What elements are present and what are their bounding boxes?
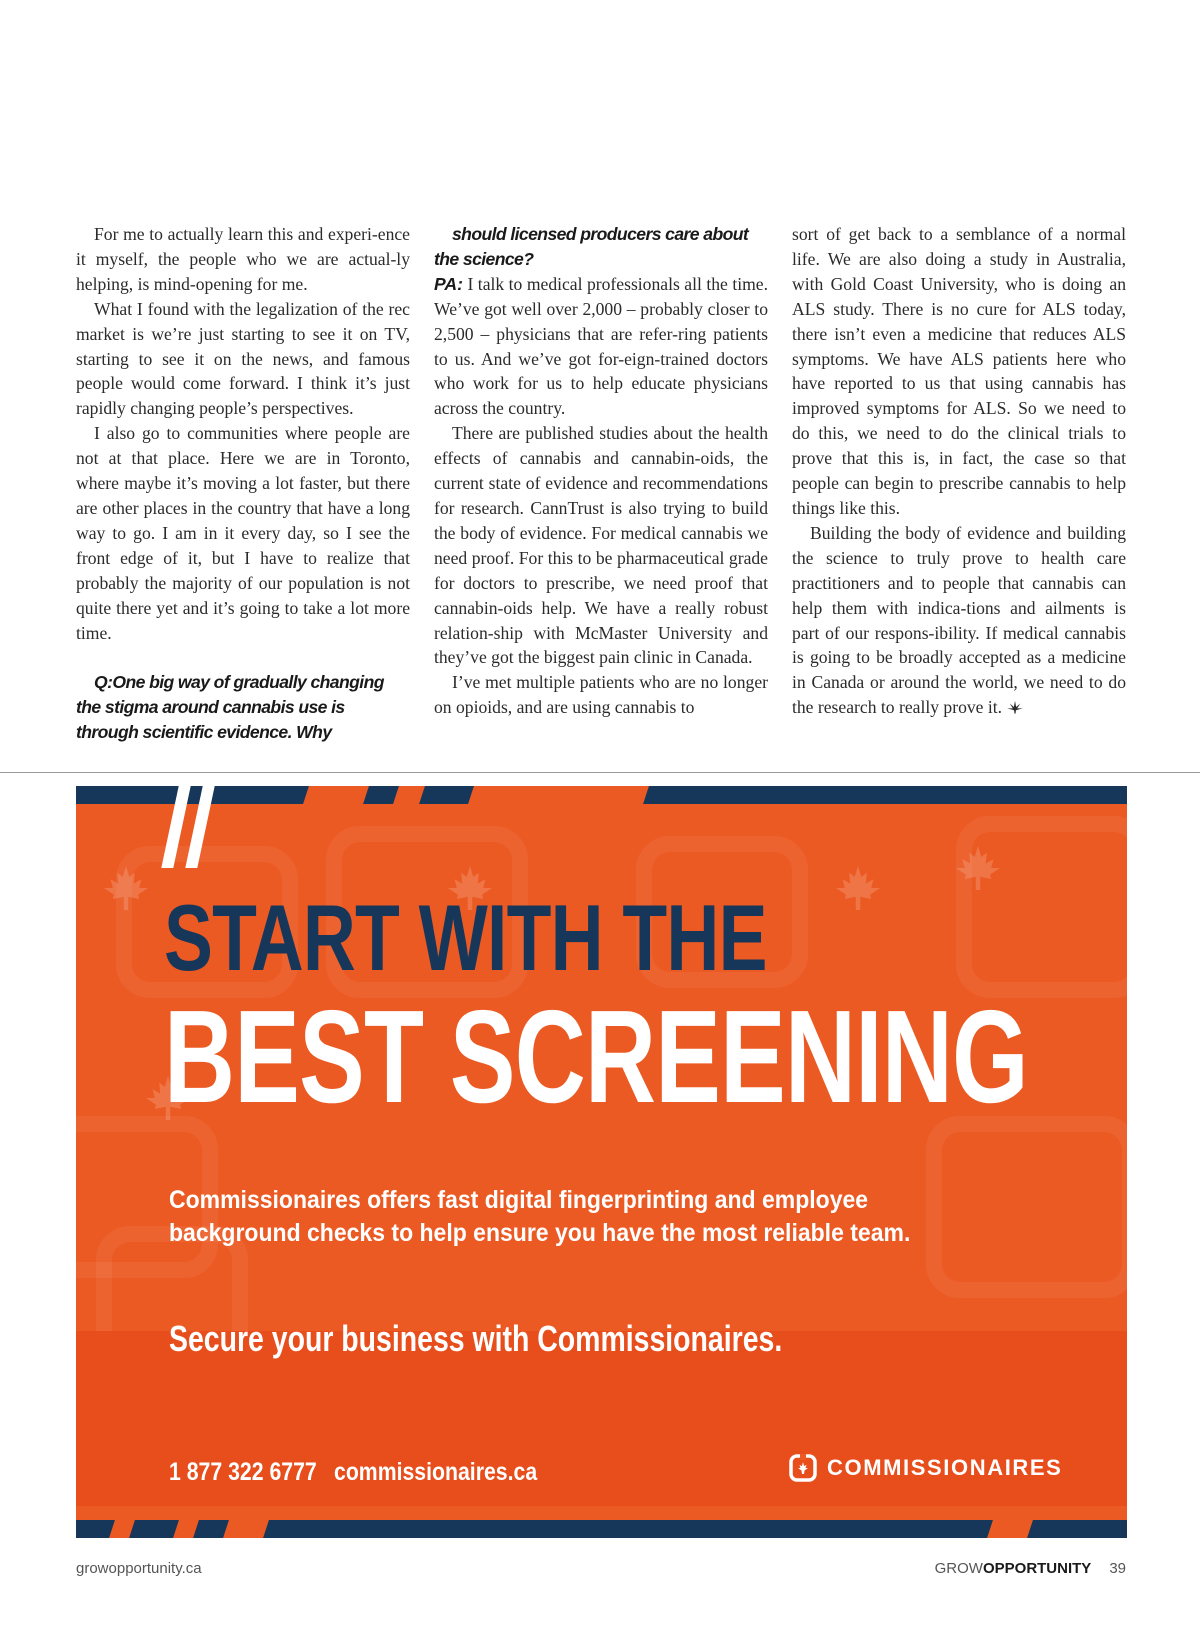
commissionaires-logo-icon	[789, 1454, 817, 1482]
paragraph: For me to actually learn this and experi-ence it myself, the people who we are actual-ly helping, is mind-opening for me.	[76, 224, 410, 294]
maple-leaf-icon	[956, 846, 1000, 890]
maple-leaf-icon	[836, 866, 880, 910]
magazine-name-bold: OPPORTUNITY	[982, 1560, 1092, 1577]
article-column-1	[76, 222, 410, 745]
article-column-3	[792, 222, 1126, 720]
ad-body-copy: Commissionaires offers fast digital fingerprinting and employee background checks to help ensure you have the most reliable team.	[169, 1186, 911, 1247]
ad-tagline: Secure your business with Commissionaires.	[169, 1318, 783, 1359]
article-column-2	[434, 222, 768, 720]
ad-headline-line-2: BEST SCREENING	[164, 983, 1028, 1130]
commissionaires-logo[interactable]	[789, 1454, 1062, 1482]
maple-leaf-icon	[104, 866, 148, 910]
magazine-name-light: GROW	[934, 1560, 983, 1577]
interview-question-continued: should licensed producers care about the science?	[434, 224, 749, 269]
question-label: Q:	[94, 672, 113, 693]
answer-text: I talk to medical professionals all the time. We’ve got well over 2,000 – probably closer to 2,500 – physicians that are refer-ring patients to us. And we’ve got for-eign-trained doctors who work for us to help educate physicians across the country.	[434, 273, 768, 419]
speaker-label: PA:	[434, 273, 463, 294]
paragraph-final	[792, 521, 1126, 720]
paragraph-text: Building the body of evidence and building the science to truly prove to health care practitioners and to people that cannabis can help them with indica-tions and ailments is part of our respons-ibility. If medical cannabis is going to be broadly accepted as a medicine in Canada or around the world, we need to do the research to really prove it.	[792, 522, 1126, 718]
page-number: 39	[1109, 1560, 1126, 1577]
answer-paragraph	[434, 272, 768, 421]
commissionaires-advertisement[interactable]	[76, 786, 1127, 1538]
paragraph: I also go to communities where people are not at that place. Here we are in Toronto, where maybe it’s moving a lot faster, but there are other places in the country that have a long way to go. I am in it every day, so I see the front edge of it, but I have to realize that probably the majority of our population is not quite there yet and it’s going to take a lot more time.	[76, 423, 410, 643]
paragraph: sort of get back to a semblance of a normal life. We are also doing a study in Australia, with Gold Coast University, who is doing an ALS study. There is no cure for ALS today, there isn’t even a medicine that reduces ALS symptoms. We have ALS patients here who have reported to us that using cannabis has improved symptoms for ALS. So we need to do this, we need to do the clinical trials to prove that this is, in fact, the case so that people can begin to prescribe cannabis to help things like this.	[792, 224, 1126, 518]
ad-phone-number[interactable]: 1 877 322 6777	[169, 1458, 317, 1486]
interview-question	[76, 670, 410, 745]
ad-website-link[interactable]: commissionaires.ca	[334, 1458, 538, 1486]
commissionaires-wordmark: COMMISSIONAIRES	[827, 1455, 1063, 1480]
ad-headline-line-1: START WITH THE	[164, 885, 767, 990]
footer-folio	[935, 1560, 1126, 1577]
question-text: One big way of gradually changing the stigma around cannabis use is through scientific evidence. Why	[76, 672, 384, 743]
paragraph: What I found with the legalization of the rec market is we’re just starting to see it on TV, starting to see it on the news, and famous people would come forward. I think it’s just rapidly changing people’s perspectives.	[76, 298, 410, 419]
background-pattern	[956, 816, 1127, 998]
paragraph: I’ve met multiple patients who are no longer on opioids, and are using cannabis to	[434, 672, 768, 718]
cannabis-leaf-icon	[1006, 700, 1024, 714]
footer-website[interactable]: growopportunity.ca	[76, 1560, 202, 1577]
paragraph: There are published studies about the health effects of cannabis and cannabin-oids, the current state of evidence and recommendations for research. CannTrust is also trying to build the body of evidence. For medical cannabis we need proof. For this to be pharmaceutical grade for doctors to prescribe, we need proof that cannabin-oids help. We have a really robust relation-ship with McMaster University and they’ve got the biggest pain clinic in Canada.	[434, 423, 768, 668]
magazine-name	[935, 1560, 1092, 1577]
section-divider	[0, 772, 1200, 773]
